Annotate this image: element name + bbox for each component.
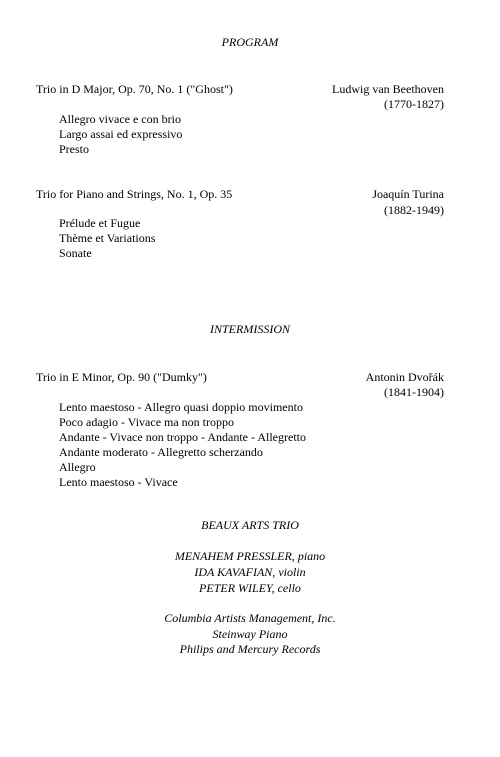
piece-composer: Antonin Dvořák xyxy=(365,370,444,384)
movement: Lento maestoso - Vivace xyxy=(59,475,178,489)
movement: Thème et Variations xyxy=(59,231,156,245)
performer-instrument: violin xyxy=(278,565,306,579)
credit-line: Steinway Piano xyxy=(212,627,288,641)
piece-composer: Ludwig van Beethoven xyxy=(332,82,444,96)
piece-composer: Joaquín Turina xyxy=(372,187,444,201)
piece-title: Trio for Piano and Strings, No. 1, Op. 35 xyxy=(36,187,233,201)
performer-instrument: piano xyxy=(297,549,326,563)
piece-composer-dates: (1770-1827) xyxy=(384,97,444,111)
movement-list xyxy=(59,216,155,261)
movement: Sonate xyxy=(59,246,92,260)
movement-list xyxy=(59,112,182,157)
performer-name: MENAHEM PRESSLER, xyxy=(174,549,295,563)
movement: Prélude et Fugue xyxy=(59,216,141,230)
performer-name: PETER WILEY, xyxy=(199,581,275,595)
piece-title: Trio in E Minor, Op. 90 ("Dumky") xyxy=(36,370,207,384)
credit-line: Philips and Mercury Records xyxy=(179,642,321,656)
ensemble-name: BEAUX ARTS TRIO xyxy=(201,518,299,532)
piece-composer-dates: (1841-1904) xyxy=(384,385,444,399)
piece-composer-dates: (1882-1949) xyxy=(384,203,444,217)
movement: Allegro xyxy=(59,460,96,474)
credit-line: Columbia Artists Management, Inc. xyxy=(164,611,336,625)
program-heading: PROGRAM xyxy=(221,35,279,49)
performer-instrument: cello xyxy=(277,581,301,595)
movement: Allegro vivace e con brio xyxy=(59,112,181,126)
movement: Largo assai ed expressivo xyxy=(59,127,183,141)
movement: Andante - Vivace non troppo - Andante - Allegretto xyxy=(59,430,306,444)
movement: Andante moderato - Allegretto scherzando xyxy=(59,445,263,459)
intermission-heading: INTERMISSION xyxy=(210,322,290,336)
performer-name: IDA KAVAFIAN, xyxy=(194,565,276,579)
movement-list xyxy=(59,400,306,490)
performer-line xyxy=(0,550,500,562)
movement: Poco adagio - Vivace ma non troppo xyxy=(59,415,235,429)
piece-title: Trio in D Major, Op. 70, No. 1 ("Ghost") xyxy=(36,82,233,96)
performer-line xyxy=(0,566,500,578)
performer-line xyxy=(0,582,500,594)
movement: Lento maestoso - Allegro quasi doppio movimento xyxy=(59,400,303,414)
movement: Presto xyxy=(59,142,89,156)
